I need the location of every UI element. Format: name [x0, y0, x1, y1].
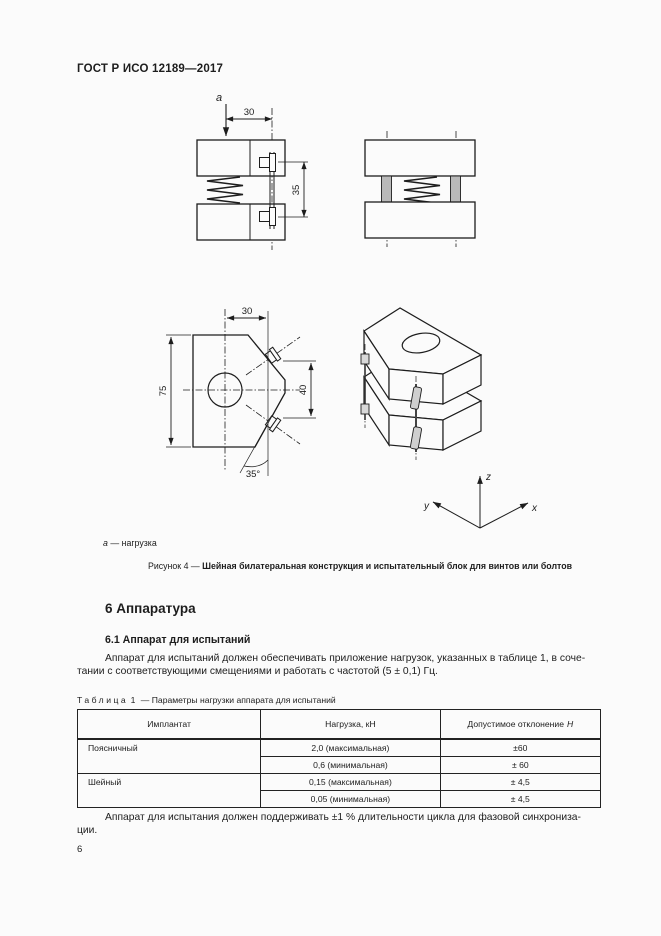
isometric-view — [361, 308, 481, 460]
standard-number: ГОСТ Р ИСО 12189—2017 — [77, 63, 224, 75]
table-row — [78, 774, 601, 791]
dimension-30-top — [226, 107, 272, 119]
figure-caption-title: Шейная билатеральная конструкция и испытательный блок для винтов или болтов — [202, 561, 573, 571]
table-row — [78, 739, 601, 757]
upper-block-side — [365, 140, 475, 176]
x-axis-label: x — [532, 503, 537, 514]
table-header-deviation: Допустимое отклонение Н — [440, 710, 600, 740]
deviation-cell: ± 60 — [440, 757, 600, 774]
subsection-heading: 6.1 Аппарат для испытаний — [105, 634, 251, 646]
load-cell: 0,6 (минимальная) — [261, 757, 440, 774]
section-heading: 6 Аппаратура — [105, 601, 196, 616]
dimension-75 — [158, 335, 191, 447]
table-1-title — [77, 695, 336, 705]
pentagon-front-view — [158, 306, 316, 480]
svg-text:30: 30 — [241, 306, 253, 317]
deviation-cell: ±60 — [440, 739, 600, 757]
table-header-implant: Имплантат — [78, 710, 261, 740]
dimension-30-block — [227, 306, 266, 318]
deviation-cell: ± 4,5 — [440, 774, 600, 791]
front-view-cervical — [197, 93, 308, 250]
load-cell: 2,0 (максимальная) — [261, 739, 440, 757]
z-axis-label: z — [486, 472, 491, 483]
implant-cell: Поясничный — [78, 739, 261, 774]
paragraph-2-line-2: ции. — [77, 825, 98, 836]
side-view-cervical — [365, 131, 475, 247]
svg-text:30: 30 — [243, 107, 255, 118]
load-label: а — [215, 93, 223, 104]
deviation-symbol: Н — [566, 719, 574, 729]
page-number: 6 — [77, 844, 83, 855]
svg-text:35: 35 — [291, 184, 302, 196]
table-title-number: 1 — [130, 695, 136, 705]
paragraph-1-line-1: Аппарат для испытаний должен обеспечивать приложение нагрузок, указанных в таблице 1, в соче- — [105, 653, 586, 664]
right-connector — [451, 176, 461, 202]
figure-caption — [80, 561, 640, 571]
load-cell: 0,05 (минимальная) — [261, 791, 440, 808]
load-cell: 0,15 (максимальная) — [261, 774, 440, 791]
spring-icon — [404, 177, 440, 203]
svg-text:75: 75 — [158, 385, 169, 397]
spring-icon — [207, 177, 243, 203]
table-title-rest: — Параметры нагрузки аппарата для испытаний — [140, 695, 336, 705]
figure-top-views — [185, 93, 485, 255]
left-connector — [382, 176, 392, 202]
svg-text:35°: 35° — [245, 469, 261, 480]
legend-value: нагрузка — [121, 538, 157, 548]
coordinate-axes — [423, 472, 538, 528]
legend-key: а — [103, 538, 108, 548]
legend-separator: — — [107, 538, 122, 548]
y-axis — [433, 502, 480, 528]
figure-caption-prefix: Рисунок 4 — — [147, 561, 203, 571]
implant-cell: Шейный — [78, 774, 261, 808]
table-header-row — [78, 710, 601, 740]
paragraph-1 — [77, 652, 617, 678]
table-header-load: Нагрузка, кН — [261, 710, 440, 740]
x-axis — [480, 503, 528, 528]
figure-test-block — [140, 302, 560, 538]
table-title-word: Таблица — [77, 695, 129, 705]
load-table — [77, 709, 601, 808]
svg-text:40: 40 — [298, 384, 309, 396]
dimension-40 — [283, 361, 316, 418]
paragraph-2 — [77, 811, 617, 837]
paragraph-1-line-2: тании с соответствующими смещениями и работать с частотой (5 ± 0,1) Гц. — [77, 666, 438, 677]
paragraph-2-line-1: Аппарат для испытания должен поддерживать ±1 % длительности цикла для фазовой синхрониза- — [105, 812, 581, 823]
deviation-cell: ± 4,5 — [440, 791, 600, 808]
y-axis-label: y — [424, 501, 429, 512]
figure-legend — [103, 538, 157, 548]
lower-block-side — [365, 202, 475, 238]
